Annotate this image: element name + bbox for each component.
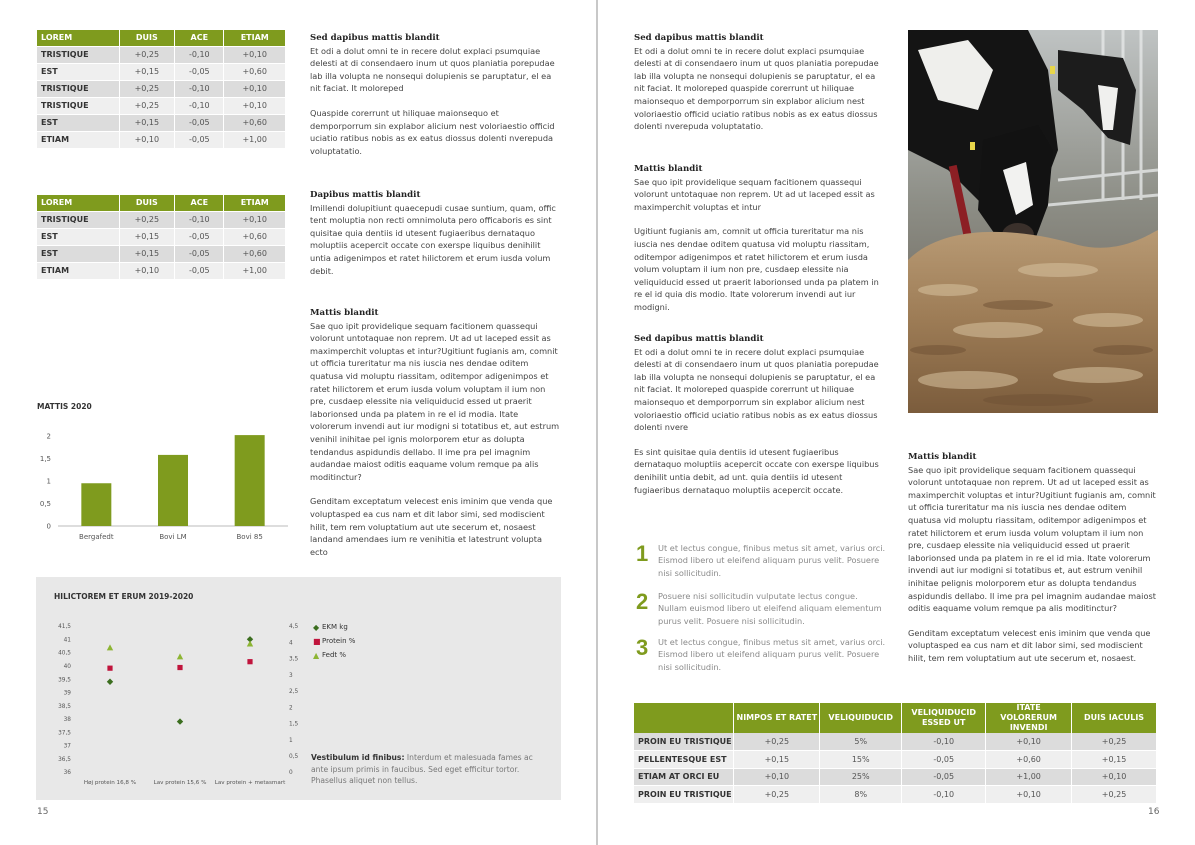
- section-heading: Mattis blandit: [310, 308, 379, 318]
- table-cell: +0,15: [119, 228, 175, 245]
- paragraph: Quaspide corerrunt ut hiliquae maionsequo et demporporrum sin explabor alicium nest voloriaestio officid uciatio ratibus nobis as ex eatus diossus dolenti nverepuda voluptatatio.: [310, 107, 555, 156]
- x-tick-label: Høj protein 16,8 %: [83, 780, 137, 786]
- data-point-ekm-kg: [177, 718, 183, 724]
- y-right-tick-label: 3,5: [289, 656, 299, 663]
- x-tick-label: Lav protein 15,6 %: [153, 780, 207, 786]
- table-cell: 8%: [820, 786, 902, 804]
- list-number: 1: [636, 541, 649, 566]
- page-number-left: 15: [37, 807, 49, 817]
- numbered-list-item: [636, 635, 886, 675]
- table-cell: +0,10: [986, 733, 1072, 751]
- paragraph: Et odi a dolut omni te in recere dolut explaci psumquiae delesti at di consendaero inum ut quos planiatia porepudae lab illa volupta ne nonsequi dolupienis se paruptatur, el ea nit faciat. It moloreped quaspide corerrunt ut hiliquae maionsequo et demporporrum sin explabor alicium nest voloriaestio officid uciatio ratibus nobis as ex eatus diossus dolenti nverepuda voluptatatio.: [634, 45, 879, 132]
- section-heading: Mattis blandit: [634, 164, 703, 174]
- table-cell: -0,10: [175, 97, 224, 114]
- y-tick-label: 0: [46, 522, 51, 531]
- legend-label: Protein %: [322, 637, 356, 645]
- table-cell: -0,05: [175, 262, 224, 279]
- table-cell: TRISTIQUE: [37, 211, 119, 228]
- table-row: [634, 768, 1157, 786]
- text-block-sed-dapibus: [310, 32, 560, 157]
- y-right-tick-label: 2: [289, 705, 293, 712]
- table-cell: +0,15: [119, 63, 175, 80]
- table-cell: +1,00: [986, 768, 1072, 786]
- table-row: [634, 786, 1157, 804]
- table-cell: -0,05: [175, 228, 224, 245]
- table-cell: +0,10: [734, 768, 820, 786]
- y-left-tick-label: 37,5: [58, 730, 71, 737]
- paragraph: Ugitiunt fugianis am, comnit ut officia tureritatur ma nis iuscia nes dendae oditem quatusa vid moluptu riassitam, oditempor adigenimpos et ratet hilictorem et erum iusda volum voluptam il ium non pre, cusdaep elessite nia veliquiducid essed ut praerit laborionsed unda pa platem in re el id quia dis modio. Itate volorerum invendi aut iur modigni.: [634, 226, 879, 312]
- y-tick-label: 2: [46, 432, 51, 441]
- legend-item: [313, 648, 355, 662]
- column-header: ETIAM: [224, 195, 286, 211]
- paragraph: Sae quo ipit providelique sequam facitionem quassequi volorunt untotaquae non reprem. Ut ad ut laceped essit as maximperchit voluptas et intur: [634, 176, 875, 212]
- list-number: 2: [636, 589, 649, 614]
- list-text: Ut et lectus congue, finibus metus sit amet, varius orci. Eismod libero ut eleifend aliquam purus velit. Posuere nisi sollicitudin.: [658, 543, 886, 578]
- y-right-tick-label: 0: [289, 770, 293, 777]
- bar: [158, 455, 188, 526]
- right-text-block-sed-dapibus-2: [634, 333, 886, 496]
- y-tick-label: 1,5: [39, 455, 51, 463]
- table-row: [37, 114, 286, 131]
- x-tick-label: Bergafedt: [79, 533, 114, 541]
- paragraph: Et odi a dolut omni te in recere dolut explaci psumquiae delesti at di consendaero inum ut quos planiatia porepudae lab illa volupta ne nonsequi dolupienis se paruptatur, el ea nit faciat. It moloreped quaspide corerrunt ut hiliquae maionsequo et demporporrum sin explabor alicium nest voloriaestio officid uciatio ratibus nobis as ex eatus diossus dolenti nvere: [634, 346, 879, 433]
- table-cell: EST: [37, 245, 119, 262]
- list-number: 3: [636, 635, 649, 660]
- column-header: VELIQUIDUCID ESSED UT: [902, 703, 986, 733]
- paragraph: Sae quo ipit providelique sequam facitionem quassequi volorunt untotaquae non reprem. Ut ad ut laceped essit as maximperchit voluptas et intur?Ugitiunt fugianis am, comnit ut officia tureritatur ma nis iuscia nes dendae oditem quatusa vid moluptu riassitam, oditempor adigenimpos et ratet hilictorem et erum iusda volum voluptam il ium non pre, cusdaep elessite nia veliquiducid essed ut praerit laborionsed unda pa platem in re el id modia. Itate volorerum invendi aut iur modigni si totatibus et, aut estrum venihil inihitae pel ignis molorporem etur as dolupta tendandus aspidundis dellabo. Il ime pra pel imagnim audandae maiost oditis eaquame volum remque pa alis moditinctur?: [310, 320, 560, 482]
- table-cell: TRISTIQUE: [37, 97, 119, 114]
- table-row: [37, 245, 286, 262]
- x-tick-label: Bovi LM: [159, 533, 187, 541]
- scatter-chart-title: HILICTOREM ET ERUM 2019-2020: [54, 592, 194, 601]
- data-point-protein-: [247, 659, 252, 664]
- paragraph: Sae quo ipit providelique sequam facitionem quassequi volorunt untotaquae non reprem. Ut ad ut laceped essit as maximperchit voluptas et intur?Ugitiunt fugianis am, comnit ut officia tureritatur ma nis iuscia nes dendae oditem quatusa vid moluptu riassitam, oditempor adigenimpos et ratet hilictorem et erum iusda volum voluptam il ium non pre, cusdaep elessite nia veliquiducid essed ut praerit laborionsed unda pa platem in re el id mia. Itate volorerum invendi aut iur modigni si totatibus et, aut estrum venihil inihitae pelignis molorporem etur as dolupta tendandus aspidundis dellabo. Il ime pra pel imagnim audandae maiost oditis eaquame volum remque pa alis moditinctur?: [908, 464, 1156, 614]
- table-cell: +0,25: [119, 97, 175, 114]
- y-left-tick-label: 38: [63, 717, 71, 724]
- table-cell: +0,25: [734, 733, 820, 751]
- table-cell: EST: [37, 228, 119, 245]
- column-header: ETIAM: [224, 30, 286, 46]
- x-tick-label: Bovi 85: [236, 533, 263, 541]
- data-point-protein-: [177, 665, 182, 670]
- y-tick-label: 1: [46, 477, 51, 486]
- section-heading: Sed dapibus mattis blandit: [634, 33, 764, 43]
- table-cell: -0,10: [175, 80, 224, 97]
- column-header: ACE: [175, 30, 224, 46]
- table-cell: +0,25: [734, 786, 820, 804]
- table-cell: +0,15: [119, 245, 175, 262]
- table-cell: -0,05: [902, 768, 986, 786]
- y-tick-label: 0,5: [39, 500, 51, 508]
- cows-feeding-photo: [908, 30, 1158, 413]
- y-left-tick-label: 39,5: [58, 677, 71, 684]
- y-right-tick-label: 0,5: [289, 753, 299, 760]
- paragraph: Et odi a dolut omni te in recere dolut explaci psumquiae delesti at di consendaero inum ut quos planiatia porepudae lab illa volupta ne nonsequi dolupienis se paruptatur, el ea nit faciat. It moloreped: [310, 45, 555, 94]
- right-text-block-sed-dapibus: [634, 32, 886, 133]
- bottom-data-table: [634, 703, 1157, 804]
- table-cell: +1,00: [224, 262, 286, 279]
- triangle-marker-icon: ▲: [313, 650, 320, 660]
- column-header: VELIQUIDUCID: [820, 703, 902, 733]
- legend-item: [313, 634, 355, 648]
- stats-table-2: [37, 195, 286, 280]
- y-left-tick-label: 36,5: [58, 756, 71, 763]
- table-cell: 15%: [820, 751, 902, 769]
- bar: [235, 435, 265, 526]
- table-cell: -0,05: [175, 131, 224, 148]
- table-cell: TRISTIQUE: [37, 46, 119, 63]
- y-left-tick-label: 41: [63, 637, 71, 644]
- column-header: ACE: [175, 195, 224, 211]
- text-block-dapibus: [310, 189, 560, 277]
- table-cell: +0,15: [119, 114, 175, 131]
- table-row: [634, 733, 1157, 751]
- table-cell: +0,25: [119, 46, 175, 63]
- table-cell: PROIN EU TRISTIQUE: [634, 786, 734, 804]
- data-point-fedt-: [107, 644, 113, 650]
- caption-bold: Vestibulum id finibus:: [311, 753, 405, 762]
- bar: [81, 483, 111, 526]
- table-cell: ETIAM AT ORCI EU: [634, 768, 734, 786]
- paragraph: Genditam exceptatum velecest enis iminim que venda que voluptasped ea cus nam et dit labor simi, sed modiscient hilit, tem rem voluptatium aut ute secerum et, nosaest landand amendaes ium re venihitia et latestrunt volupta ecto: [310, 496, 553, 557]
- table-cell: -0,05: [175, 245, 224, 262]
- section-heading: Dapibus mattis blandit: [310, 190, 421, 200]
- y-left-tick-label: 41,5: [58, 624, 71, 631]
- cow-photo-icon: [908, 30, 1158, 413]
- table-cell: +0,10: [224, 46, 286, 63]
- table-cell: -0,05: [902, 751, 986, 769]
- table-cell: -0,10: [902, 733, 986, 751]
- table-cell: EST: [37, 114, 119, 131]
- table-cell: +0,10: [119, 262, 175, 279]
- table-cell: -0,10: [902, 786, 986, 804]
- y-left-tick-label: 38,5: [58, 703, 71, 710]
- column-header: LOREM: [37, 30, 119, 46]
- y-right-tick-label: 4,5: [289, 624, 299, 631]
- data-point-protein-: [107, 666, 112, 671]
- table-cell: ETIAM: [37, 262, 119, 279]
- table-cell: +0,10: [224, 80, 286, 97]
- y-left-tick-label: 40: [63, 664, 71, 671]
- table-cell: +0,25: [1072, 733, 1157, 751]
- diamond-marker-icon: ◆: [313, 622, 320, 632]
- caption-text: Interdum et malesuada fames ac ante ipsum primis in faucibus. Sed eget efficitur tortor. Phasellus aliquet non tellus.: [311, 753, 533, 786]
- table-cell: +1,00: [224, 131, 286, 148]
- table-cell: +0,10: [224, 211, 286, 228]
- legend-item: [313, 620, 355, 634]
- table-row: [37, 131, 286, 148]
- table-cell: +0,25: [119, 211, 175, 228]
- data-point-ekm-kg: [107, 679, 113, 685]
- table-cell: +0,10: [224, 97, 286, 114]
- column-header: DUIS IACULIS: [1072, 703, 1157, 733]
- table-cell: +0,60: [224, 63, 286, 80]
- right-text-block-mattis: [634, 163, 886, 314]
- table-cell: +0,60: [224, 228, 286, 245]
- y-left-tick-label: 39: [63, 690, 71, 697]
- table-cell: +0,10: [1072, 768, 1157, 786]
- chart-caption: [311, 752, 543, 787]
- paragraph: Es sint quisitae quia dentiis id utesent fugiaeribus dernataquo moluptiis acepercit occate con exerspe liquibus denihilit untia debit, ad unt. quia dentiis id utesent fugiaeribus dernataquo moluptiis acepercit occate.: [634, 446, 879, 495]
- y-right-tick-label: 2,5: [289, 689, 299, 696]
- y-right-tick-label: 4: [289, 640, 293, 647]
- data-point-fedt-: [177, 653, 183, 659]
- table-cell: +0,60: [986, 751, 1072, 769]
- y-left-tick-label: 40,5: [58, 650, 71, 657]
- y-left-tick-label: 36: [63, 770, 71, 777]
- paragraph: Genditam exceptatum velecest enis iminim que venda que voluptasped ea cus nam et dit labor simi, sed modiscient hilit, tem rem voluptatium aut ute secerum et, nosaest.: [908, 627, 1151, 663]
- list-text: Ut et lectus congue, finibus metus sit amet, varius orci. Eismod libero ut eleifend aliquam purus velit. Posuere nisi sollicitudin.: [658, 637, 886, 672]
- table-cell: +0,25: [1072, 786, 1157, 804]
- table-cell: 25%: [820, 768, 902, 786]
- table-cell: EST: [37, 63, 119, 80]
- table-row: [37, 63, 286, 80]
- table-cell: +0,10: [119, 131, 175, 148]
- table-cell: -0,05: [175, 63, 224, 80]
- table-row: [37, 262, 286, 279]
- table-cell: +0,25: [119, 80, 175, 97]
- table-cell: -0,05: [175, 114, 224, 131]
- paragraph: Imillendi dolupitiunt quaecepudi cusae suntium, quam, offic tent moluptia non recti omnimoluta pero officaboris es sint quisitae quia dentiis id utesent fugiaeribus dernataquo moluptiis acepercit occate con exerspe liquibus denihilit untia adigenimpos et ratet hilictorem et erum iusda volum debit.: [310, 202, 556, 276]
- numbered-list-item: [636, 541, 886, 581]
- column-header: DUIS: [119, 30, 175, 46]
- section-heading: Sed dapibus mattis blandit: [634, 334, 764, 344]
- column-header: NIMPOS ET RATET: [734, 703, 820, 733]
- legend-label: Fedt %: [322, 651, 347, 659]
- data-point-fedt-: [247, 640, 253, 646]
- list-text: Posuere nisi sollicitudin vulputate lectus congue. Nullam euismod libero ut eleifend aliquam elementum purus velit. Posuere nisi sollicitudin.: [658, 591, 882, 626]
- y-right-tick-label: 1: [289, 737, 293, 744]
- scatter-legend: [313, 620, 355, 662]
- table-row: [37, 80, 286, 97]
- table-cell: +0,60: [224, 245, 286, 262]
- table-cell: -0,10: [175, 46, 224, 63]
- legend-label: EKM kg: [322, 623, 348, 631]
- text-block-mattis: [310, 307, 560, 558]
- table-cell: PROIN EU TRISTIQUE: [634, 733, 734, 751]
- bar-chart: [30, 420, 290, 545]
- x-tick-label: Lav protein + metasmart: [214, 780, 286, 786]
- table-row: [37, 97, 286, 114]
- y-left-tick-label: 37: [63, 743, 71, 750]
- table-row: [37, 46, 286, 63]
- table-cell: PELLENTESQUE EST: [634, 751, 734, 769]
- column-header: [634, 703, 734, 733]
- table-row: [37, 211, 286, 228]
- table-cell: TRISTIQUE: [37, 80, 119, 97]
- table-row: [37, 228, 286, 245]
- table-cell: +0,10: [986, 786, 1072, 804]
- table-row: [634, 751, 1157, 769]
- table-cell: ETIAM: [37, 131, 119, 148]
- y-right-tick-label: 3: [289, 672, 293, 679]
- column-header: ITATE VOLORERUM INVENDI: [986, 703, 1072, 733]
- right-text-block-mattis-2: [908, 451, 1160, 665]
- section-heading: Mattis blandit: [908, 452, 977, 462]
- section-heading: Sed dapibus mattis blandit: [310, 33, 440, 43]
- page-number-right: 16: [1148, 807, 1160, 817]
- table-cell: -0,10: [175, 211, 224, 228]
- column-header: LOREM: [37, 195, 119, 211]
- table-cell: +0,15: [1072, 751, 1157, 769]
- bar-chart-title: MATTIS 2020: [37, 402, 92, 411]
- column-header: DUIS: [119, 195, 175, 211]
- numbered-list-item: [636, 589, 886, 629]
- table-cell: +0,60: [224, 114, 286, 131]
- stats-table-1: [37, 30, 286, 149]
- square-marker-icon: ■: [313, 636, 321, 646]
- table-cell: +0,15: [734, 751, 820, 769]
- table-cell: 5%: [820, 733, 902, 751]
- y-right-tick-label: 1,5: [289, 721, 299, 728]
